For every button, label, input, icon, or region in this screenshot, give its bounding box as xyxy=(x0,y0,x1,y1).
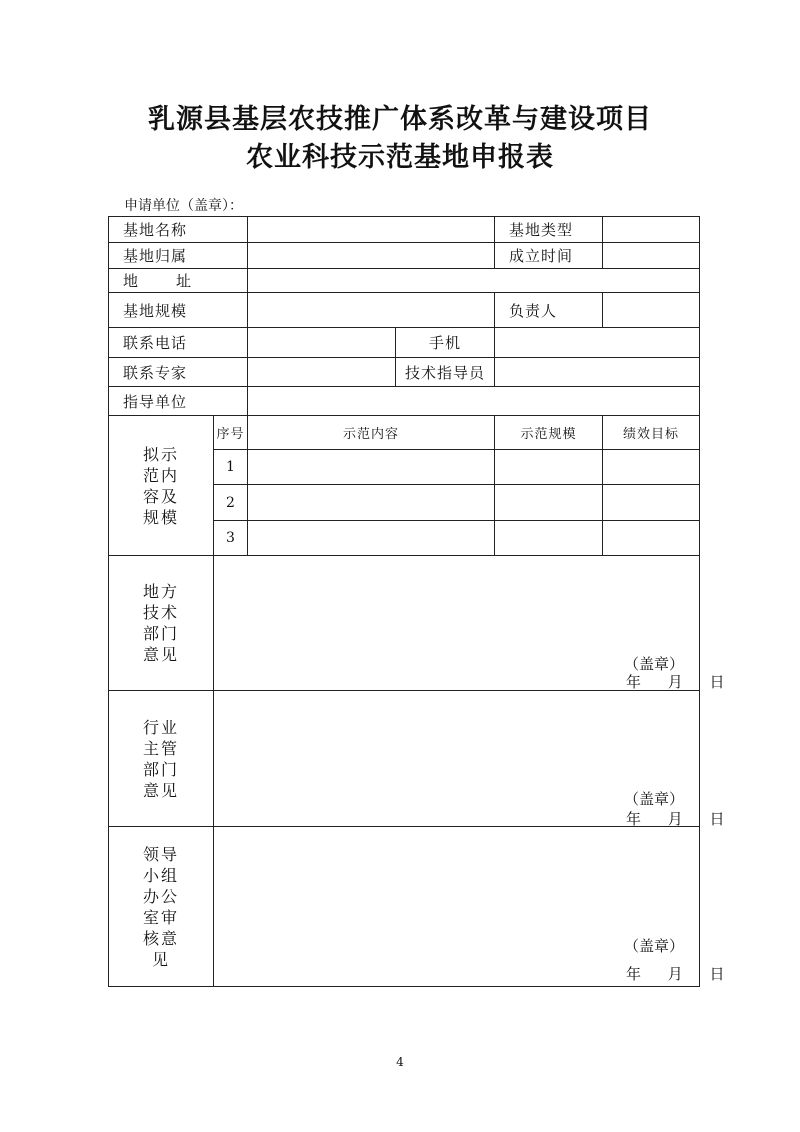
contact-expert-label: 联系专家 xyxy=(109,358,248,387)
established-label: 成立时间 xyxy=(495,243,603,269)
base-scale-value[interactable] xyxy=(248,293,495,328)
local-tech-opinion-field[interactable] xyxy=(214,556,725,691)
application-form-table xyxy=(108,216,725,987)
demo-content-cell[interactable] xyxy=(248,450,495,485)
demo-target-cell[interactable] xyxy=(603,521,700,556)
contact-phone-value[interactable] xyxy=(248,328,396,358)
row-base-name xyxy=(109,217,700,243)
seal-label: （盖章） xyxy=(624,790,685,808)
base-affiliation-value[interactable] xyxy=(248,243,495,269)
seal-label: （盖章） xyxy=(624,655,685,673)
leading-group-opinion-row xyxy=(109,827,700,987)
industry-opinion-row xyxy=(109,691,700,827)
row-base-scale xyxy=(109,293,700,328)
tech-instructor-label: 技术指导员 xyxy=(396,358,495,387)
page-number: 4 xyxy=(396,1055,404,1069)
address-label: 地址 xyxy=(109,269,248,293)
col-header-content: 示范内容 xyxy=(248,416,495,450)
form-title-line-2: 农业科技示范基地申报表 xyxy=(246,142,554,173)
contact-phone-label: 联系电话 xyxy=(109,328,248,358)
address-value[interactable] xyxy=(248,269,700,293)
demo-side-label: 拟示 范内 容及 规模 xyxy=(109,416,214,556)
industry-opinion-label: 行业 主管 部门 意见 xyxy=(109,691,214,827)
demo-target-cell[interactable] xyxy=(603,485,700,521)
demo-header-row xyxy=(109,416,700,450)
tech-instructor-value[interactable] xyxy=(495,358,700,387)
col-header-target: 绩效目标 xyxy=(603,416,700,450)
seal-label: （盖章） xyxy=(624,937,685,955)
base-name-label: 基地名称 xyxy=(109,217,248,243)
col-header-seq: 序号 xyxy=(214,416,248,450)
guidance-unit-label: 指导单位 xyxy=(109,387,248,416)
demo-scale-cell[interactable] xyxy=(495,485,603,521)
demo-content-cell[interactable] xyxy=(248,521,495,556)
col-header-scale: 示范规模 xyxy=(495,416,603,450)
leading-group-opinion-field[interactable] xyxy=(214,827,725,987)
base-affiliation-label: 基地归属 xyxy=(109,243,248,269)
demo-row-number: 1 xyxy=(214,450,248,485)
demo-content-cell[interactable] xyxy=(248,485,495,521)
base-scale-label: 基地规模 xyxy=(109,293,248,328)
mobile-value[interactable] xyxy=(495,328,700,358)
form-title-line-1: 乳源县基层农技推广体系改革与建设项目 xyxy=(148,104,652,135)
contact-expert-value[interactable] xyxy=(248,358,396,387)
demo-target-cell[interactable] xyxy=(603,450,700,485)
applicant-label: 申请单位（盖章）： xyxy=(124,198,243,214)
industry-opinion-field[interactable] xyxy=(214,691,725,828)
row-base-affiliation xyxy=(109,243,700,269)
base-name-value[interactable] xyxy=(248,217,495,243)
base-type-label: 基地类型 xyxy=(495,217,603,243)
mobile-label: 手机 xyxy=(396,328,495,358)
demo-scale-cell[interactable] xyxy=(495,450,603,485)
person-in-charge-value[interactable] xyxy=(603,293,700,328)
base-type-value[interactable] xyxy=(603,217,700,243)
local-tech-opinion-row xyxy=(109,556,700,691)
established-value[interactable] xyxy=(603,243,700,269)
date-label: 年 月 日 xyxy=(626,810,725,828)
row-guidance-unit xyxy=(109,387,700,416)
demo-scale-cell[interactable] xyxy=(495,521,603,556)
row-address xyxy=(109,269,700,293)
row-contact-expert xyxy=(109,358,700,387)
date-label: 年 月 日 xyxy=(626,965,725,983)
date-label: 年 月 日 xyxy=(626,673,725,691)
local-tech-opinion-label: 地方 技术 部门 意见 xyxy=(109,556,214,691)
person-in-charge-label: 负责人 xyxy=(495,293,603,328)
demo-row-number: 3 xyxy=(214,521,248,556)
leading-group-opinion-label: 领导 小组 办公 室审 核意 见 xyxy=(109,827,214,987)
demo-row-number: 2 xyxy=(214,485,248,521)
row-contact-phone xyxy=(109,328,700,358)
guidance-unit-value[interactable] xyxy=(248,387,700,416)
